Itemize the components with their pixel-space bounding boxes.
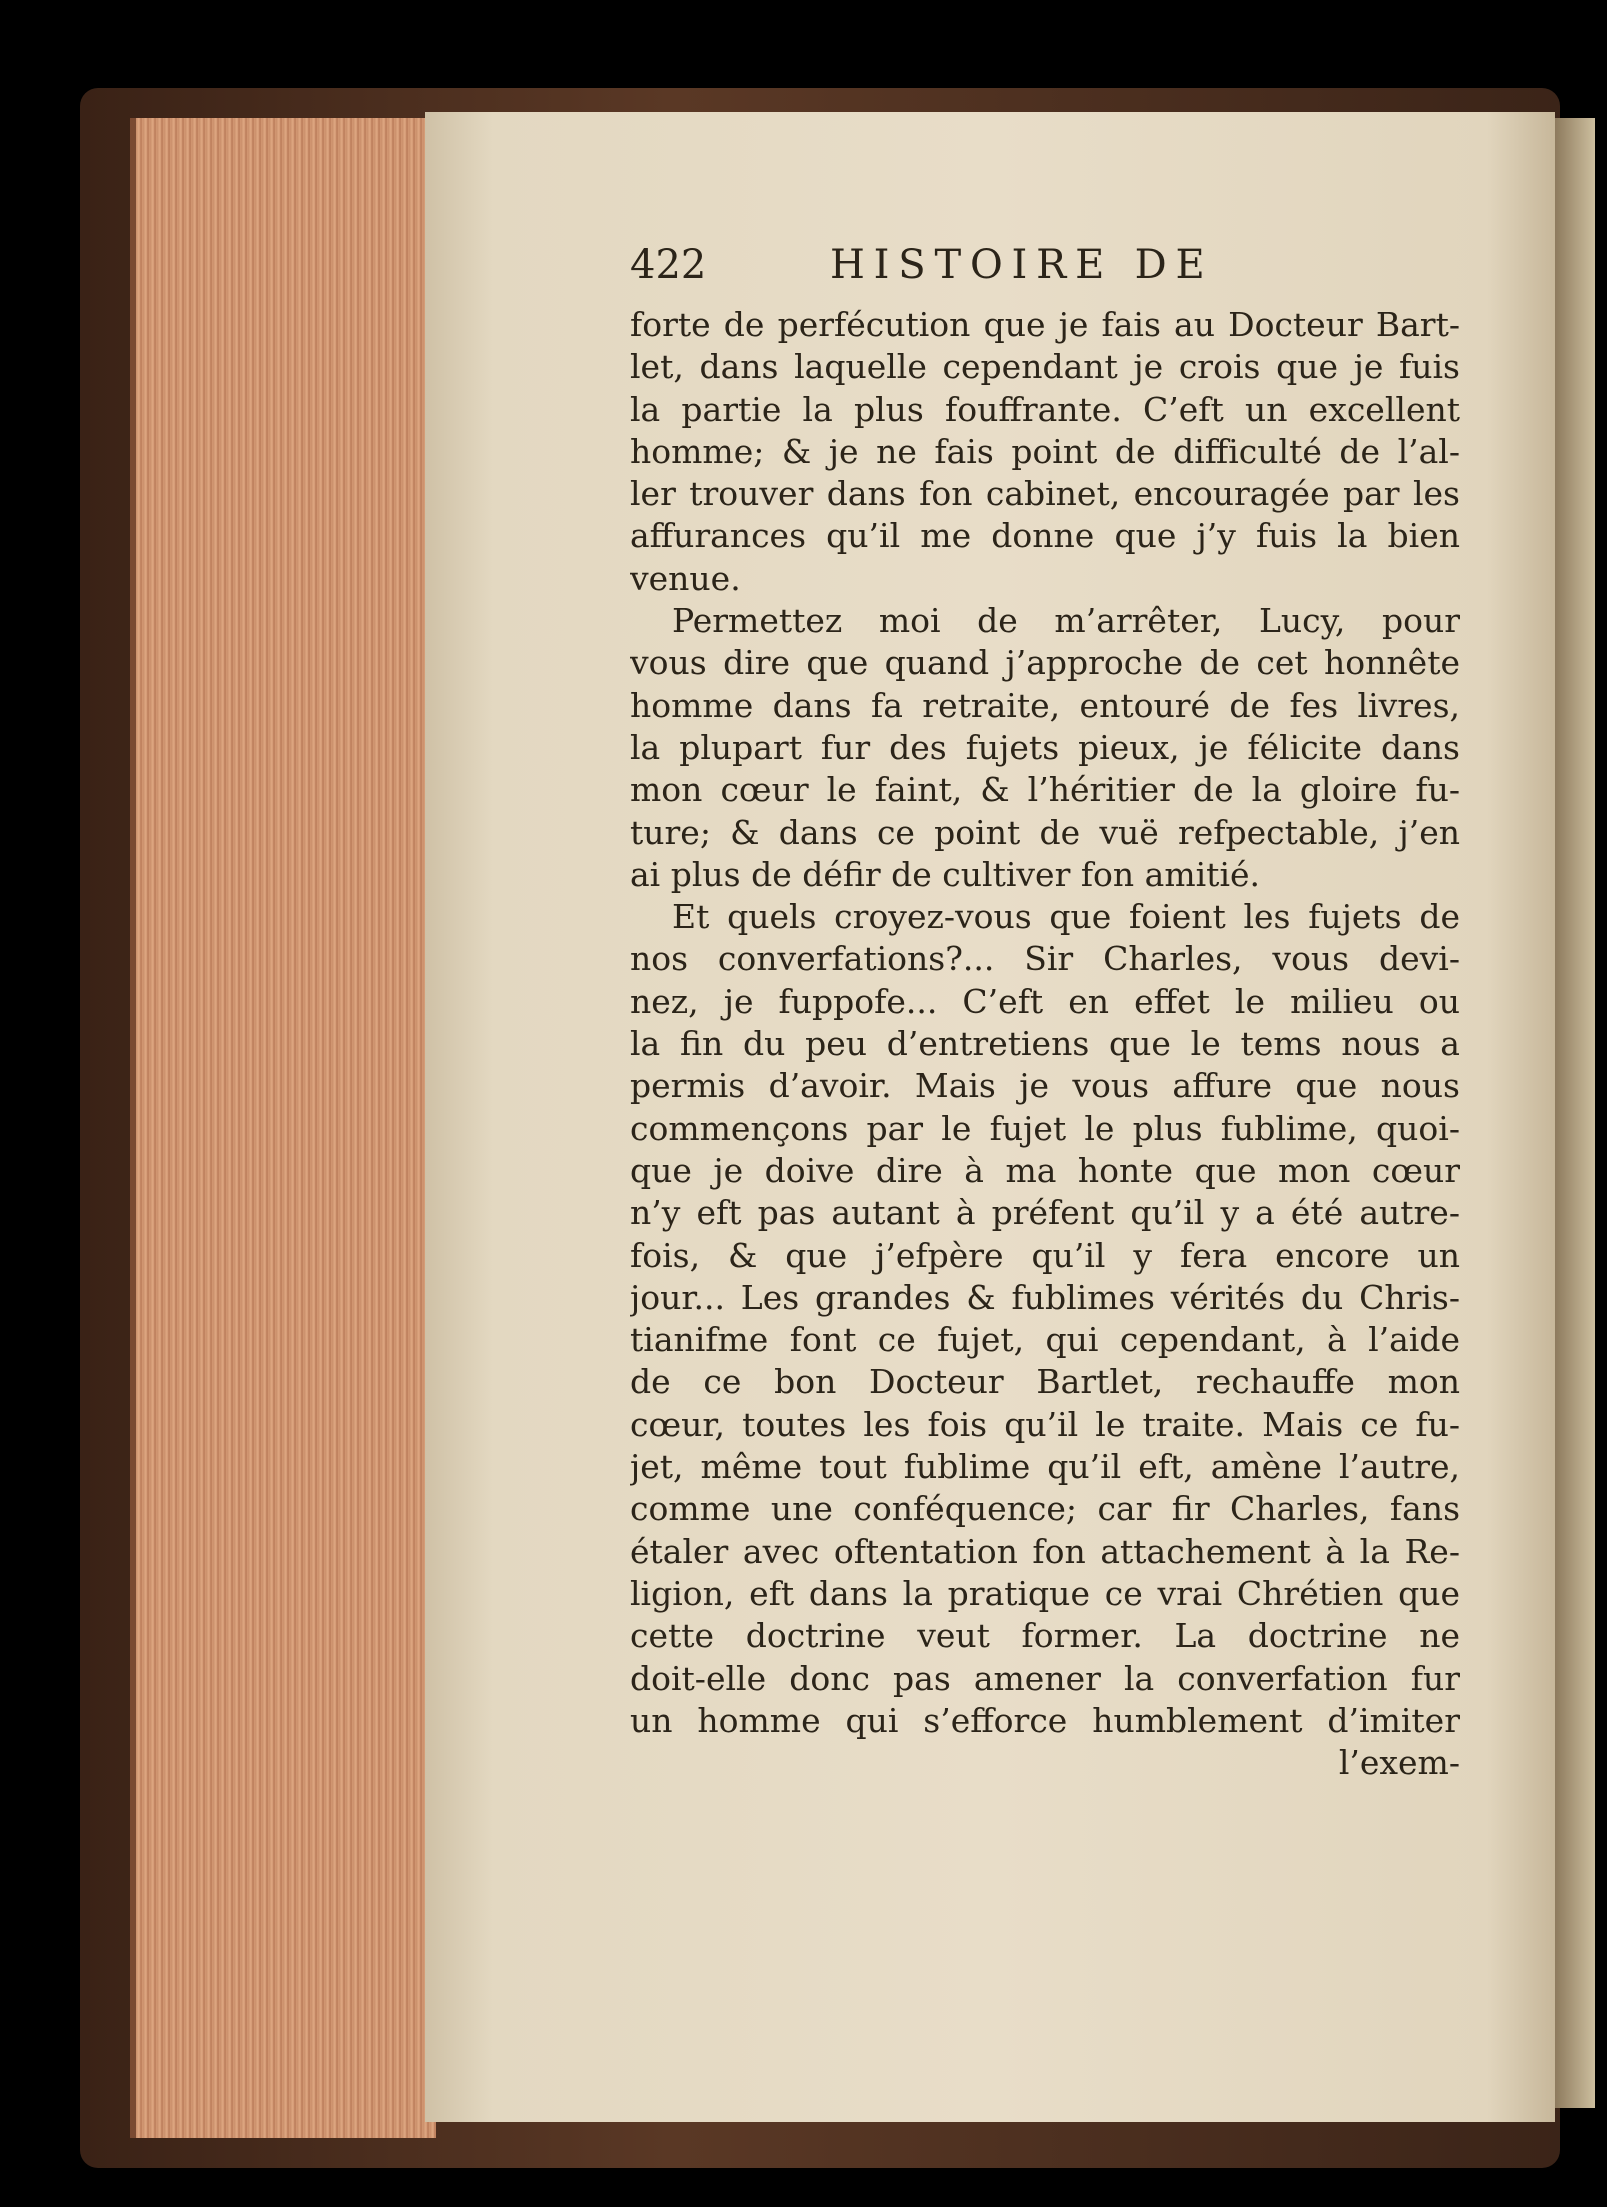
text-line: permis d’avoir. Mais je vous affure que nous	[630, 1066, 1460, 1106]
text-line: homme dans fa retraite, entouré de fes livres,	[630, 685, 1460, 725]
page-text	[630, 240, 1460, 1784]
text-line: comme une conféquence; car fir Charles, fans	[630, 1489, 1460, 1529]
text-line: n’y eft pas autant à préfent qu’il y a été autre-	[630, 1193, 1460, 1233]
text-line: commençons par le fujet le plus fublime, quoi-	[630, 1108, 1460, 1148]
text-line: la plupart fur des fujets pieux, je félicite dans	[630, 727, 1460, 767]
text-line: vous dire que quand j’approche de cet honnête	[630, 643, 1460, 683]
text-line: ture; & dans ce point de vuë refpectable, j’en	[630, 812, 1460, 852]
text-line: étaler avec oftentation fon attachement à la Re-	[630, 1531, 1460, 1571]
text-line: la partie la plus fouffrante. C’eft un excellent	[630, 389, 1460, 429]
text-line: nos converfations?... Sir Charles, vous devi-	[630, 939, 1460, 979]
text-line: mon cœur le faint, & l’héritier de la gloire fu-	[630, 770, 1460, 810]
text-line: nez, je fuppofe... C’eft en effet le milieu ou	[630, 981, 1460, 1021]
text-line: jet, même tout fublime qu’il eft, amène l’autre,	[630, 1447, 1460, 1487]
text-line: doit-elle donc pas amener la converfation fur	[630, 1658, 1460, 1698]
facing-page-edge	[1555, 118, 1595, 2108]
text-line: cette doctrine veut former. La doctrine ne	[630, 1616, 1460, 1656]
page-header	[630, 240, 1460, 304]
page-edges	[130, 118, 436, 2138]
catchword: l’exem-	[1338, 1743, 1460, 1783]
text-line: que je doive dire à ma honte que mon cœur	[630, 1150, 1460, 1190]
text-line: tianifme font ce fujet, qui cependant, à l’aide	[630, 1320, 1460, 1360]
text-line: la fin du peu d’entretiens que le tems nous a	[630, 1024, 1460, 1064]
text-line: ligion, eft dans la pratique ce vrai Chrétien que	[630, 1573, 1460, 1613]
text-line: cœur, toutes les fois qu’il le traite. Mais ce fu-	[630, 1404, 1460, 1444]
text-line: venue.	[630, 558, 741, 598]
text-line: fois, & que j’efpère qu’il y fera encore un	[630, 1235, 1460, 1275]
text-line: forte de perfécution que je fais au Docteur Bart-	[630, 305, 1460, 344]
text-line: ler trouver dans fon cabinet, encouragée par les	[630, 474, 1460, 514]
text-line: let, dans laquelle cependant je crois que je fuis	[630, 347, 1460, 387]
text-line: Et quels croyez-vous que foient les fujets de	[672, 897, 1460, 937]
text-line: jour... Les grandes & fublimes vérités du Chris-	[630, 1277, 1460, 1317]
text-line: ai plus de défir de cultiver fon amitié.	[630, 854, 1261, 894]
text-line: affurances qu’il me donne que j’y fuis la bien	[630, 516, 1460, 556]
text-line: un homme qui s’efforce humblement d’imiter	[630, 1700, 1460, 1740]
running-title: HISTOIRE DE	[830, 242, 1214, 288]
page-number: 422	[630, 242, 707, 288]
text-line: Permettez moi de m’arrêter, Lucy, pour	[672, 601, 1460, 641]
text-line: de ce bon Docteur Bartlet, rechauffe mon	[630, 1362, 1460, 1402]
text-line: homme; & je ne fais point de difficulté de l’al-	[630, 431, 1460, 471]
